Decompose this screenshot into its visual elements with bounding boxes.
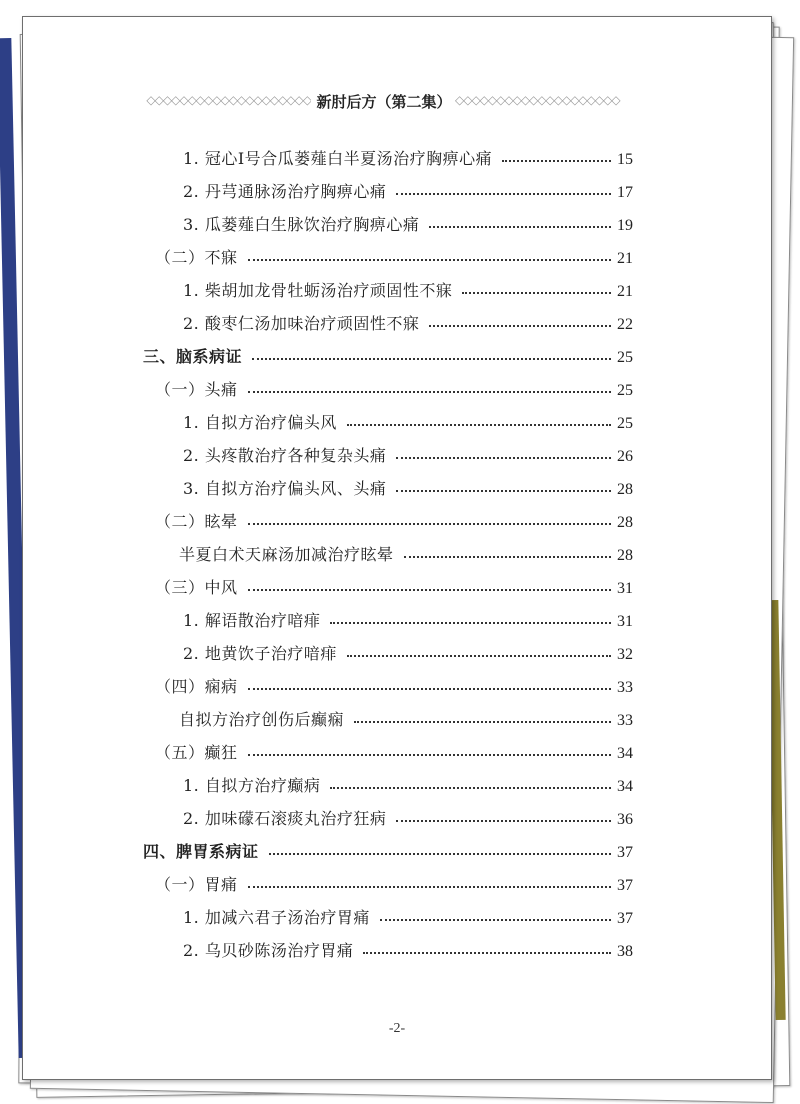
toc-entry-page: 26 <box>617 448 633 465</box>
toc-subheading <box>155 669 633 697</box>
toc-entry-label: 1. 加减六君子汤治疗胃痛 <box>183 908 370 927</box>
toc-subheading <box>155 867 633 895</box>
toc-entry-label: （四）痫病 <box>155 677 238 696</box>
toc-entry <box>183 801 633 829</box>
dot-leader <box>330 622 611 624</box>
dot-leader <box>252 358 611 360</box>
toc-entry-page: 31 <box>617 613 633 630</box>
document-page <box>22 16 772 1080</box>
toc-entry <box>183 405 633 433</box>
toc-entry-page: 36 <box>617 811 633 828</box>
toc-entry-label: 四、脾胃系病证 <box>143 842 259 861</box>
header-ornament-right: ◇◇◇◇◇◇◇◇◇◇◇◇◇◇◇◇◇◇◇◇ <box>455 93 620 107</box>
toc-entry-label: （一）头痛 <box>155 380 238 399</box>
toc-entry-label: 1. 自拟方治疗偏头风 <box>183 413 337 432</box>
toc-entry-label: 1. 冠心Ⅰ号合瓜蒌薤白半夏汤治疗胸痹心痛 <box>183 149 493 168</box>
dot-leader <box>248 754 611 756</box>
toc-entry-page: 28 <box>617 514 633 531</box>
toc-entry-label: 2. 地黄饮子治疗喑痱 <box>183 644 337 663</box>
toc-entry-label: 2. 头疼散治疗各种复杂头痛 <box>183 446 387 465</box>
toc-entry <box>183 273 633 301</box>
toc-entry-page: 38 <box>617 943 633 960</box>
dot-leader <box>396 490 611 492</box>
toc-entry-page: 17 <box>617 184 633 201</box>
dot-leader <box>354 721 611 723</box>
toc-entry-page: 34 <box>617 778 633 795</box>
running-header <box>23 91 771 115</box>
toc-entry-page: 21 <box>617 250 633 267</box>
toc-entry <box>183 471 633 499</box>
toc-entry-label: 2. 丹芎通脉汤治疗胸痹心痛 <box>183 182 387 201</box>
toc-subheading <box>155 735 633 763</box>
toc-entry-page: 15 <box>617 151 633 168</box>
dot-leader <box>429 325 611 327</box>
toc-subheading <box>155 240 633 268</box>
dot-leader <box>347 424 611 426</box>
toc-entry-page: 25 <box>617 382 633 399</box>
toc-entry-label: （三）中风 <box>155 578 238 597</box>
toc-entry-label: 自拟方治疗创伤后癫痫 <box>179 710 345 729</box>
toc-entry-page: 37 <box>617 877 633 894</box>
toc-entry <box>179 537 633 565</box>
toc-entry-page: 28 <box>617 547 633 564</box>
dot-leader <box>396 820 611 822</box>
toc-entry-label: 3. 自拟方治疗偏头风、头痛 <box>183 479 387 498</box>
toc-entry-page: 34 <box>617 745 633 762</box>
toc-entry <box>179 702 633 730</box>
dot-leader <box>248 259 611 261</box>
toc-section-heading <box>143 834 633 862</box>
toc-entry <box>183 603 633 631</box>
dot-leader <box>248 688 611 690</box>
toc-entry-page: 32 <box>617 646 633 663</box>
toc-entry <box>183 174 633 202</box>
dot-leader <box>429 226 611 228</box>
toc-entry-label: 3. 瓜蒌薤白生脉饮治疗胸痹心痛 <box>183 215 420 234</box>
toc-entry-label: 2. 乌贝砂陈汤治疗胃痛 <box>183 941 354 960</box>
toc-entry-page: 25 <box>617 349 633 366</box>
toc-entry-label: 半夏白术天麻汤加减治疗眩晕 <box>179 545 394 564</box>
toc-entry-page: 21 <box>617 283 633 300</box>
toc-entry-label: （二）不寐 <box>155 248 238 267</box>
toc-entry <box>183 207 633 235</box>
dot-leader <box>269 853 611 855</box>
page-number: -2- <box>388 1021 406 1036</box>
toc-entry-label: 1. 柴胡加龙骨牡蛎汤治疗顽固性不寐 <box>183 281 453 300</box>
toc-entry-page: 19 <box>617 217 633 234</box>
toc-entry-label: 2. 加味礞石滚痰丸治疗狂病 <box>183 809 387 828</box>
toc-entry-label: （五）癫狂 <box>155 743 238 762</box>
toc-entry <box>183 438 633 466</box>
dot-leader <box>363 952 611 954</box>
toc-entry-page: 22 <box>617 316 633 333</box>
dot-leader <box>248 886 611 888</box>
dot-leader <box>502 160 611 162</box>
dot-leader <box>396 457 611 459</box>
toc-entry <box>183 768 633 796</box>
dot-leader <box>330 787 611 789</box>
dot-leader <box>396 193 611 195</box>
toc-section-heading <box>143 339 633 367</box>
toc-entry-label: 1. 自拟方治疗癫病 <box>183 776 321 795</box>
dot-leader <box>404 556 611 558</box>
header-title: 新肘后方（第二集） <box>316 93 452 111</box>
toc-subheading <box>155 570 633 598</box>
toc-entry-page: 31 <box>617 580 633 597</box>
toc-entry <box>183 636 633 664</box>
toc-entry-page: 28 <box>617 481 633 498</box>
dot-leader <box>462 292 611 294</box>
toc-subheading <box>155 372 633 400</box>
toc-entry <box>183 900 633 928</box>
toc-entry-label: 三、脑系病证 <box>143 347 243 366</box>
toc-entry-label: 1. 解语散治疗喑痱 <box>183 611 321 630</box>
toc-entry-label: （二）眩晕 <box>155 512 238 531</box>
dot-leader <box>347 655 611 657</box>
toc-entry-label: （一）胃痛 <box>155 875 238 894</box>
toc-entry-page: 37 <box>617 844 633 861</box>
dot-leader <box>248 589 611 591</box>
toc-entry <box>183 933 633 961</box>
toc-entry-label: 2. 酸枣仁汤加味治疗顽固性不寐 <box>183 314 420 333</box>
toc-entry <box>183 306 633 334</box>
toc-entry <box>183 141 633 169</box>
dot-leader <box>248 391 611 393</box>
toc-entry-page: 37 <box>617 910 633 927</box>
toc-entry-page: 33 <box>617 712 633 729</box>
header-ornament-left: ◇◇◇◇◇◇◇◇◇◇◇◇◇◇◇◇◇◇◇◇ <box>146 93 311 107</box>
toc-entry-page: 25 <box>617 415 633 432</box>
toc-subheading <box>155 504 633 532</box>
dot-leader <box>380 919 611 921</box>
dot-leader <box>248 523 611 525</box>
toc-entry-page: 33 <box>617 679 633 696</box>
